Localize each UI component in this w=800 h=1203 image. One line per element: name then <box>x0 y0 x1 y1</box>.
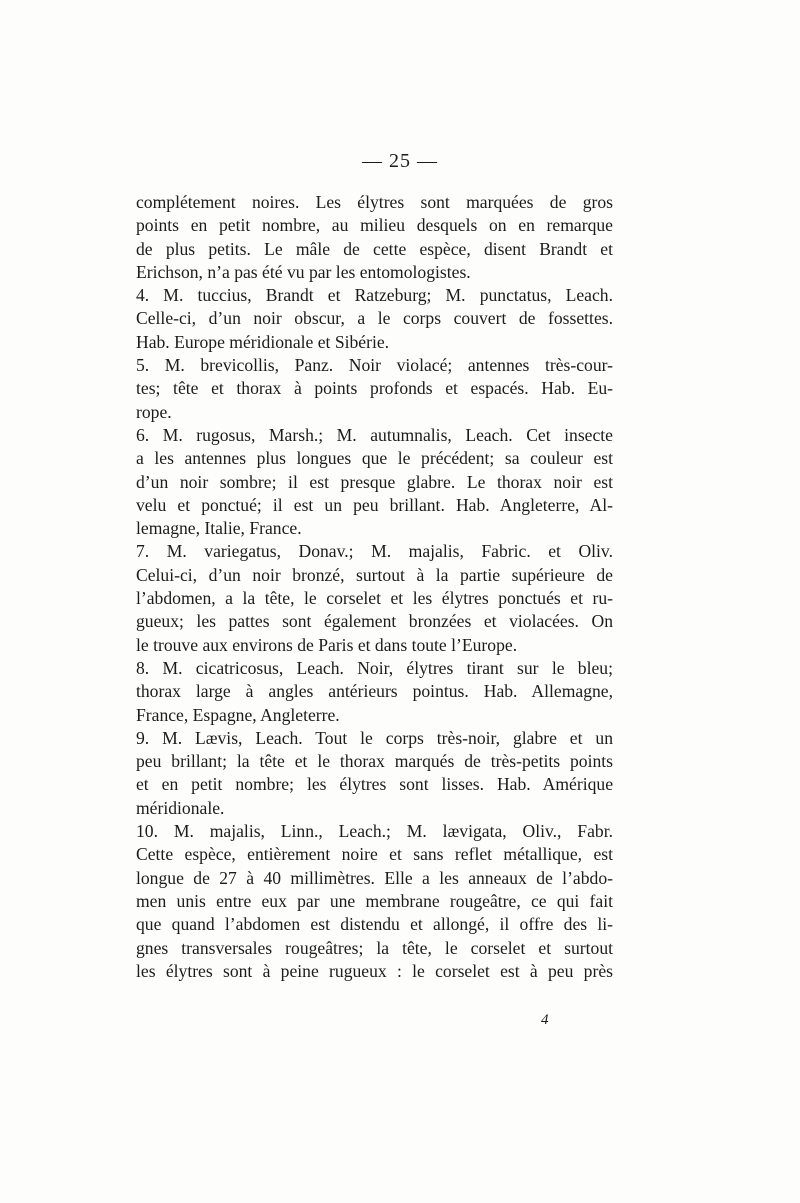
text-line: rope. <box>136 401 172 422</box>
page-number: — 25 — <box>362 150 438 172</box>
text-line: longue de 27 à 40 millimètres. Elle a les anneaux de l’abdo- <box>136 867 613 888</box>
text-line: peu brillant; la tête et le thorax marqués de très-petits points <box>136 751 613 772</box>
text-line: tes; tête et thorax à points profonds et espacés. Hab. Eu- <box>136 378 613 399</box>
text-line: lemagne, Italie, France. <box>136 518 302 539</box>
text-line: gnes transversales rougeâtres; la tête, le corselet et surtout <box>136 937 613 958</box>
signature-mark: 4 <box>541 1012 549 1028</box>
text-line: et en petit nombre; les élytres sont lisses. Hab. Amérique <box>136 774 613 795</box>
text-line: méridionale. <box>136 797 225 818</box>
text-line: Celui-ci, d’un noir bronzé, surtout à la partie supérieure de <box>136 564 613 585</box>
text-line: Cette espèce, entièrement noire et sans reflet métallique, est <box>136 844 613 865</box>
text-body <box>136 191 613 983</box>
text-line: 7. M. variegatus, Donav.; M. majalis, Fabric. et Oliv. <box>136 541 613 562</box>
text-line: de plus petits. Le mâle de cette espèce, disent Brandt et <box>136 238 613 259</box>
text-line: les élytres sont à peine rugueux : le corselet est à peu près <box>136 960 613 981</box>
text-line: le trouve aux environs de Paris et dans toute l’Europe. <box>136 634 518 655</box>
text-line: velu et ponctué; il est un peu brillant. Hab. Angleterre, Al- <box>136 494 613 515</box>
text-line: thorax large à angles antérieurs pointus. Hab. Allemagne, <box>136 681 613 702</box>
text-line: d’un noir sombre; il est presque glabre. Le thorax noir est <box>136 471 613 492</box>
text-line: Celle-ci, d’un noir obscur, a le corps couvert de fossettes. <box>136 308 613 329</box>
text-line: 8. M. cicatricosus, Leach. Noir, élytres tirant sur le bleu; <box>136 657 613 678</box>
text-line: gueux; les pattes sont également bronzées et violacées. On <box>136 611 613 632</box>
text-line: 10. M. majalis, Linn., Leach.; M. lævigata, Oliv., Fabr. <box>136 821 613 842</box>
text-line: points en petit nombre, au milieu desquels on en remarque <box>136 215 613 236</box>
text-line: men unis entre eux par une membrane rougeâtre, ce qui fait <box>136 890 613 911</box>
text-line: France, Espagne, Angleterre. <box>136 704 340 725</box>
text-line: a les antennes plus longues que le précédent; sa couleur est <box>136 448 613 469</box>
text-line: 4. M. tuccius, Brandt et Ratzeburg; M. punctatus, Leach. <box>136 285 613 306</box>
text-line: 6. M. rugosus, Marsh.; M. autumnalis, Leach. Cet insecte <box>136 424 613 445</box>
text-line: complétement noires. Les élytres sont marquées de gros <box>136 192 613 212</box>
text-line: que quand l’abdomen est distendu et allongé, il offre des li- <box>136 914 613 935</box>
text-line: 5. M. brevicollis, Panz. Noir violacé; antennes très-cour- <box>136 355 613 376</box>
text-line: Erichson, n’a pas été vu par les entomologistes. <box>136 261 471 282</box>
text-line: l’abdomen, a la tête, le corselet et les élytres ponctués et ru- <box>136 588 613 609</box>
text-line: Hab. Europe méridionale et Sibérie. <box>136 331 390 352</box>
text-line: 9. M. Lævis, Leach. Tout le corps très-noir, glabre et un <box>136 727 613 748</box>
